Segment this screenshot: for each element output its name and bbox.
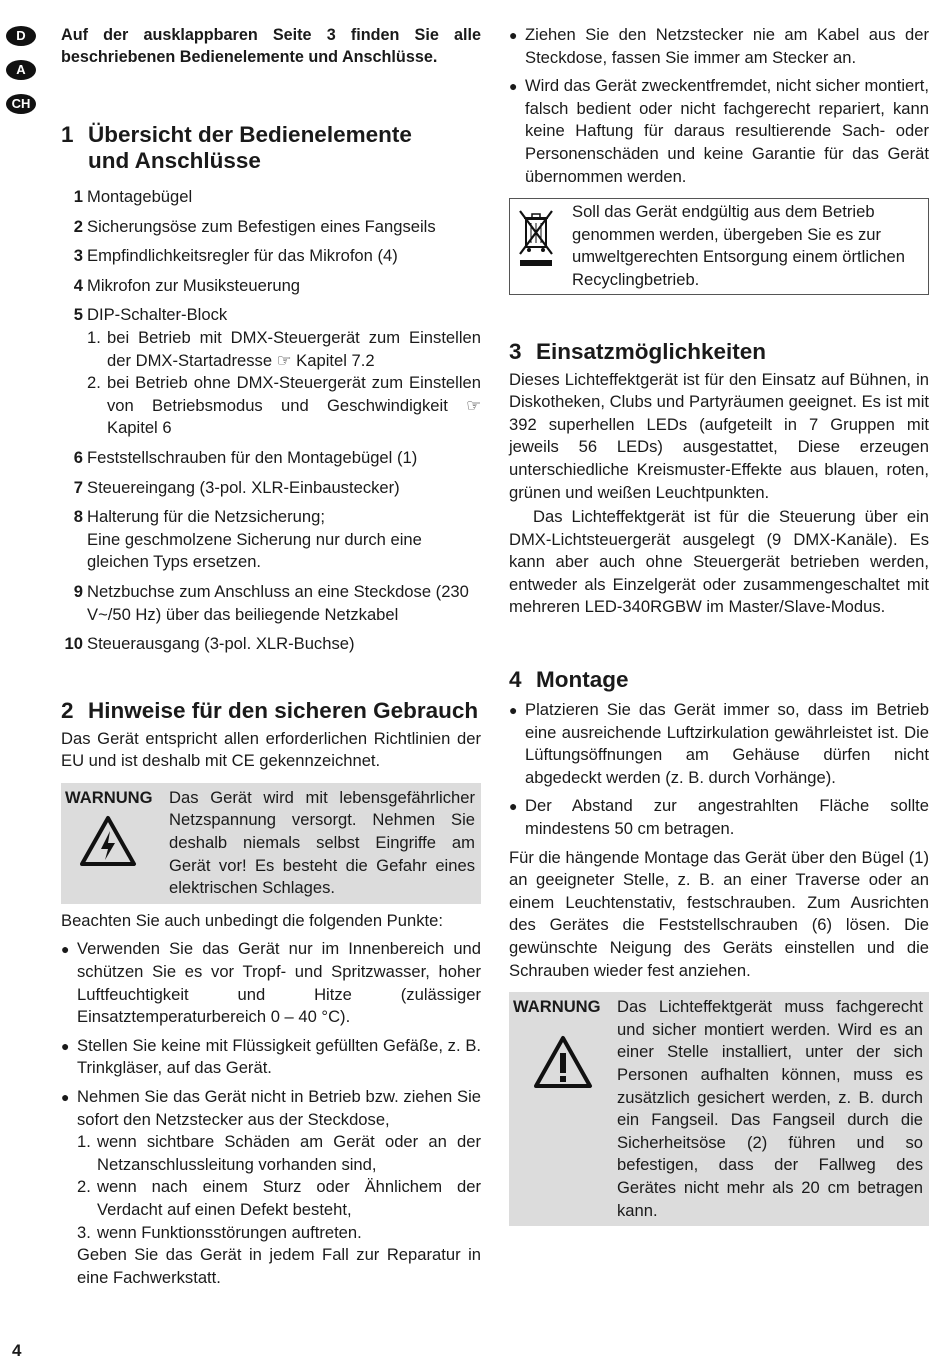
dip-switch-sublist: 1. bei Betrieb mit DMX-Steuergerät zum Einstellen der DMX-Startadresse ☞ Kapitel 7.2 2. bei Betrieb ohne DMX-Steuergerät zum Einstellen von Betriebsmodus und Geschwindigkeit ☞ Kapitel 6: [87, 327, 481, 438]
defect-sublist: 1. wenn sichtbare Schäden am Gerät oder an der Netzanschlussleitung vorhanden sind, 2. wenn nach einem Sturz oder Ähnlichem der Verdacht auf einen Defekt besteht, 3. wenn Funktionsstörungen auftreten.: [77, 1132, 481, 1242]
list-item: 5 DIP-Schalter-Block 1. bei Betrieb mit DMX-Steuergerät zum Einstellen der DMX-Startadresse ☞ Kapitel 7.2 2. bei Betrieb ohne DMX-Steuergerät zum Einstellen von Betriebsmodus und Geschwindigkeit ☞ Kapitel 6: [61, 304, 481, 440]
recycling-text: Soll das Gerät endgültig aus dem Betrieb genommen werden, übergeben Sie es zur umweltgerechten Entsorgung einem örtlichen Recyclingbetrieb.: [572, 202, 905, 289]
controls-list: [61, 186, 481, 656]
bullet-icon: ●: [61, 941, 70, 958]
list-item: ● Wird das Gerät zweckentfremdet, nicht sicher montiert, falsch bedient oder nicht fachgerecht repariert, kann keine Haftung für daraus resultierende Sach- oder Personenschäden und keine Garantie für das Gerät übernommen werden.: [509, 75, 929, 188]
mounting-bullets: [509, 699, 929, 841]
section-2-title: Hinweise für den sicheren Gebrauch: [88, 697, 479, 723]
list-item: ● Verwenden Sie das Gerät nur im Innenbereich und schützen Sie es vor Tropf- und Spritzwasser, hoher Luftfeuchtigkeit und Hitze (zulässiger Einsatztemperaturbereich 0 – 40 °C).: [61, 938, 481, 1028]
section-1-heading: [61, 122, 481, 174]
section-2-heading: [61, 698, 481, 724]
section-4-paragraph: Für die hängende Montage das Gerät über den Bügel (1) an geeigneter Stelle, z. B. an einer Traverse oder an einem Leuchtenstativ, festschrauben. Zum Ausrichten des Gerätes die Feststellschrauben (6) lösen. Die gewünschte Neigung des Geräts einstellen und die Schrauben wieder fest anziehen.: [509, 847, 929, 980]
section-2-number: 2: [61, 697, 74, 723]
list-item: 8 Halterung für die Netzsicherung; Eine geschmolzene Sicherung nur durch eine gleichen Typs ersetzen.: [73, 507, 422, 572]
safety-bullets-continued: [509, 24, 929, 188]
warning-text: Das Gerät wird mit lebensgefährlicher Netzspannung versorgt. Nehmen Sie deshalb niemals selbst Eingriffe am Gerät vor! Es besteht die Gefahr eines elektrischen Schlages.: [169, 787, 475, 898]
crossed-out-bin-icon: [516, 207, 556, 269]
warning-label: WARNUNG: [513, 997, 601, 1017]
recycling-box: [509, 198, 929, 294]
list-item: 2 Sicherungsöse zum Befestigen eines Fangseils: [73, 216, 436, 236]
safety-note: Beachten Sie auch unbedingt die folgenden Punkte:: [61, 910, 443, 930]
page-number: 4: [12, 1341, 22, 1360]
right-column: [509, 24, 929, 1226]
list-item: 4 Mikrofon zur Musiksteuerung: [73, 275, 301, 295]
section-4-title: Montage: [536, 667, 629, 693]
section-3-heading: [509, 339, 929, 365]
mounting-warning-box: [509, 992, 929, 1226]
section-3-paragraph-2: Das Lichteffektgerät ist für die Steuerung über ein DMX-Lichtsteuergerät ausgelegt (9 DMX-Kanäle). Es kann aber auch ohne Steuergerät betrieben werden, entweder als Einzelgerät oder zusammengeschaltet mit mehreren LED-340RGBW im Master/Slave-Modus.: [509, 507, 929, 617]
language-badge-ch: CH: [6, 94, 36, 114]
language-badge-d: D: [6, 26, 36, 46]
bullet-icon: ●: [509, 702, 518, 719]
bullet-icon: ●: [61, 1037, 70, 1054]
bullet-icon: ●: [61, 1089, 70, 1105]
bullet-icon: ●: [509, 27, 518, 43]
warning-text: Das Lichteffektgerät muss fachgerecht und sicher montiert werden. Wird es an einer Stelle installiert, unter der sich Personen aufhalten können, muss es zusätzlich gesichert werden, z. B. durch ein Fangseil. Das Fangseil durch die Sicherheitsöse (2) führen und so befestigen, dass der Fallweg des Gerätes nicht mehr als 20 cm betragen kann.: [617, 997, 923, 1220]
section-4-heading: [509, 667, 929, 693]
section-1-number: 1: [61, 122, 74, 147]
section-3-title: Einsatzmöglichkeiten: [536, 338, 767, 364]
list-item: ● Stellen Sie keine mit Flüssigkeit gefüllten Gefäße, z. B. Trinkgläser, auf das Gerät.: [61, 1035, 481, 1080]
safety-bullets: [61, 938, 481, 1289]
list-item: 9 Netzbuchse zum Anschluss an eine Steckdose (230 V~/50 Hz) über das beiliegende Netzkabel: [73, 581, 469, 624]
list-item: ● Ziehen Sie den Netzstecker nie am Kabel aus der Steckdose, fassen Sie immer am Stecker an.: [509, 24, 929, 69]
list-item: ● Nehmen Sie das Gerät nicht in Betrieb bzw. ziehen Sie sofort den Netzstecker aus der Steckdose, 1. wenn sichtbare Schäden am Gerät oder an der Netzanschlussleitung vorhanden sind, 2. wenn nach einem Sturz oder Ähnlichem der Verdacht auf einen Defekt besteht, 3. wenn Funktionsstörungen auftreten. Geben Sie das Gerät in jedem Fall zur Reparatur in eine Fachwerkstatt.: [61, 1086, 481, 1289]
electric-warning-box: [61, 783, 481, 904]
warning-label: WARNUNG: [65, 787, 153, 807]
list-item: ● Platzieren Sie das Gerät immer so, dass im Betrieb eine ausreichende Luftzirkulation gewährleistet ist. Die Lüftungsöffnungen am Gehäuse dürfen nicht abgedeckt werden (z. B. durch Vorhänge).: [509, 699, 929, 789]
high-voltage-warning-icon: [79, 815, 137, 867]
section-3-paragraph-1: Dieses Lichteffektgerät ist für den Einsatz auf Bühnen, in Diskotheken, Clubs und Partyräumen geeignet. Es ist mit 392 superhellen LEDs (aufgeteilt in 7 Gruppen mit jeweils 56 LEDs) ausgestattet, Diese erzeugen unterschiedliche Kreismuster-Effekte aus blauen, roten, grünen und weißen Leuchtpunkten.: [509, 369, 929, 502]
section-4-number: 4: [509, 667, 522, 693]
section-1-title: Übersicht der Bedienelemente und Anschlüsse: [88, 122, 412, 173]
list-item: 6 Feststellschrauben für den Montagebügel (1): [73, 447, 418, 467]
list-item: 10 Steuerausgang (3-pol. XLR-Buchse): [64, 634, 355, 654]
section-3-number: 3: [509, 338, 522, 364]
bullet-icon: ●: [509, 78, 518, 95]
list-item: 3 Empfindlichkeitsregler für das Mikrofon (4): [73, 246, 398, 266]
list-item: ● Der Abstand zur angestrahlten Fläche sollte mindestens 50 cm betragen.: [509, 795, 929, 840]
intro-note: Auf der ausklappbaren Seite 3 finden Sie alle beschriebenen Bedienelemente und Anschlüsse.: [61, 26, 481, 66]
language-badge-a: A: [6, 60, 36, 80]
exclamation-warning-icon: [533, 1035, 593, 1089]
bullet-icon: ●: [509, 798, 518, 815]
left-column: [61, 24, 481, 1295]
list-item: 1 Montagebügel: [73, 187, 193, 206]
section-2-intro: Das Gerät entspricht allen erforderlichen Richtlinien der EU und ist deshalb mit CE gekennzeichnet.: [61, 728, 481, 771]
list-item: 7 Steuereingang (3-pol. XLR-Einbaustecker): [73, 477, 400, 497]
